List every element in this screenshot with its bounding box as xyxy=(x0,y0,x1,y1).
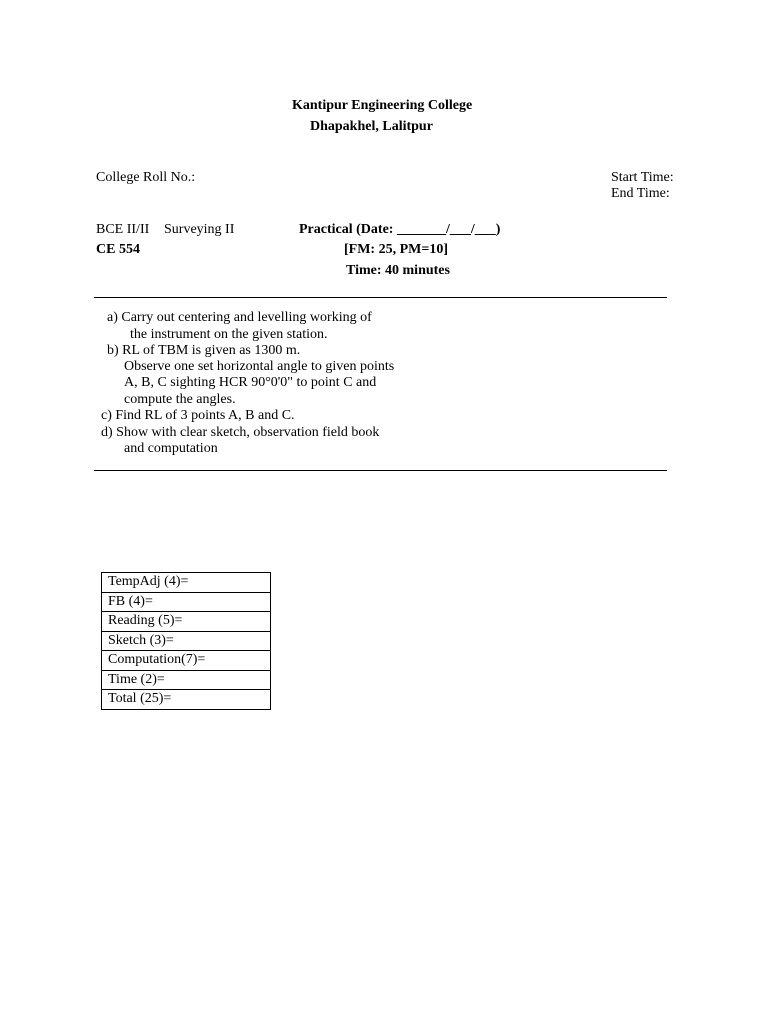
marks-cell: TempAdj (4)= xyxy=(102,573,271,593)
marks-cell: Sketch (3)= xyxy=(102,631,271,651)
table-row xyxy=(102,573,271,593)
table-row xyxy=(102,651,271,671)
start-time-label: Start Time: xyxy=(611,170,674,185)
full-pass-marks: [FM: 25, PM=10] xyxy=(344,242,448,257)
subject-label: Surveying II xyxy=(164,222,235,237)
program-label: BCE II/II xyxy=(96,222,150,237)
marks-cell: Total (25)= xyxy=(102,690,271,710)
college-name: Kantipur Engineering College xyxy=(292,98,473,113)
table-row xyxy=(102,612,271,632)
marks-cell: Computation(7)= xyxy=(102,651,271,671)
course-code: CE 554 xyxy=(96,242,140,257)
question-line: compute the angles. xyxy=(124,392,236,407)
marks-cell: FB (4)= xyxy=(102,592,271,612)
question-line: A, B, C sighting HCR 90°0'0" to point C and xyxy=(124,375,377,390)
table-row xyxy=(102,592,271,612)
question-line: a) Carry out centering and levelling working of xyxy=(107,310,372,325)
marks-table xyxy=(101,572,271,710)
table-row xyxy=(102,690,271,710)
exam-duration: Time: 40 minutes xyxy=(346,263,450,278)
bottom-divider xyxy=(94,470,667,471)
college-location: Dhapakhel, Lalitpur xyxy=(310,119,433,134)
question-line: c) Find RL of 3 points A, B and C. xyxy=(101,408,295,423)
table-row xyxy=(102,670,271,690)
top-divider xyxy=(94,297,667,298)
question-line: d) Show with clear sketch, observation field book xyxy=(101,425,380,440)
question-line: and computation xyxy=(124,441,218,456)
marks-cell: Reading (5)= xyxy=(102,612,271,632)
roll-no-label: College Roll No.: xyxy=(96,170,196,185)
marks-cell: Time (2)= xyxy=(102,670,271,690)
table-row xyxy=(102,631,271,651)
practical-date: Practical (Date: _______/___/___) xyxy=(299,222,501,237)
question-line: Observe one set horizontal angle to given points xyxy=(124,359,395,374)
question-line: the instrument on the given station. xyxy=(130,327,328,342)
question-line: b) RL of TBM is given as 1300 m. xyxy=(107,343,301,358)
end-time-label: End Time: xyxy=(611,186,670,201)
